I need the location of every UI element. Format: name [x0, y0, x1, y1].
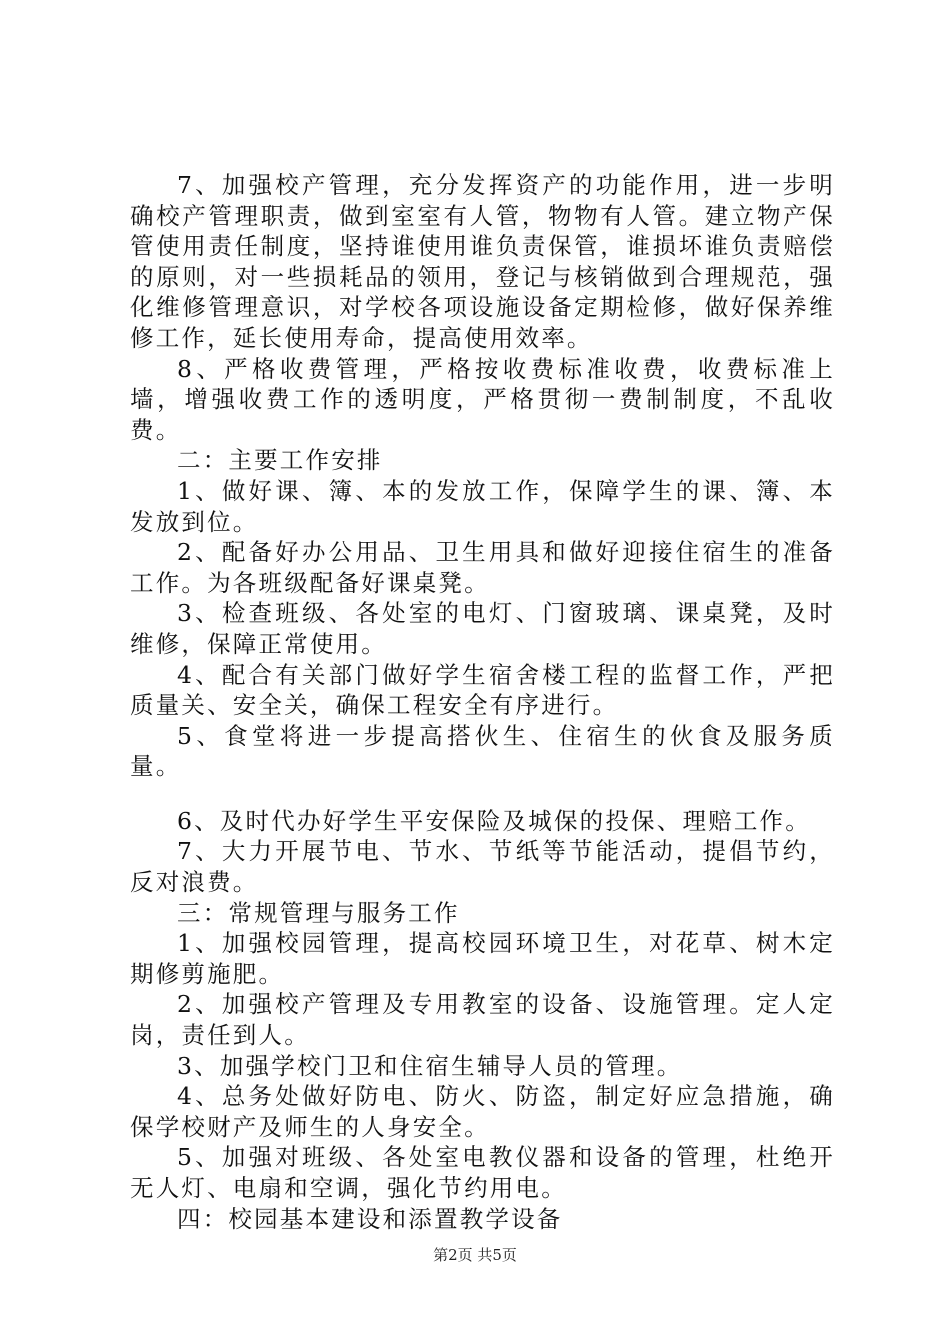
- document-body: [130, 170, 835, 1234]
- paragraph-main-work-6: 6、及时代办好学生平安保险及城保的投保、理赔工作。: [177, 806, 811, 835]
- paragraph-main-work-2: 2、配备好办公用品、卫生用具和做好迎接住宿生的准备工作。为各班级配备好课桌凳。: [130, 538, 835, 597]
- paragraph-main-work-1: 1、做好课、簿、本的发放工作，保障学生的课、簿、本发放到位。: [130, 476, 835, 536]
- paragraph-main-work-7: 7、大力开展节电、节水、节纸等节能活动，提倡节约，反对浪费。: [130, 837, 835, 897]
- paragraph-item-7-asset-management: 7、加强校产管理，充分发挥资产的功能作用，进一步明确校产管理职责，做到室室有人管，物物有人管。建立物产保管使用责任制度，坚持谁使用谁负责保管，谁损坏谁负责赔偿的原则，对一些损耗品的领用，登记与核销做到合理规范，强化维修管理意识，对学校各项设施设备定期检修，做好保养维修工作，延长使用寿命，提高使用效率。: [130, 171, 835, 352]
- section-heading-campus-construction: 四：校园基本建设和添置教学设备: [177, 1204, 563, 1233]
- paragraph-item-8-fee-management: 8、严格收费管理，严格按收费标准收费，收费标准上墙，增强收费工作的透明度，严格贯彻一费制制度，不乱收费。: [130, 354, 835, 444]
- paragraph-main-work-5: 5、食堂将进一步提高搭伙生、住宿生的伙食及服务质量。: [130, 721, 835, 781]
- page-number-footer: 第2页 共5页: [433, 1246, 517, 1264]
- section-heading-routine-management: 三：常规管理与服务工作: [177, 898, 460, 927]
- paragraph-routine-1: 1、加强校园管理，提高校园环境卫生，对花草、树木定期修剪施肥。: [130, 929, 835, 988]
- paragraph-routine-5: 5、加强对班级、各处室电教仪器和设备的管理，杜绝开无人灯、电扇和空调，强化节约用电。: [130, 1143, 835, 1202]
- paragraph-main-work-4: 4、配合有关部门做好学生宿舍楼工程的监督工作，严把质量关、安全关，确保工程安全有序进行。: [130, 660, 835, 720]
- paragraph-routine-4: 4、总务处做好防电、防火、防盗，制定好应急措施，确保学校财产及师生的人身安全。: [130, 1082, 835, 1141]
- paragraph-main-work-3: 3、检查班级、各处室的电灯、门窗玻璃、课桌凳，及时维修，保障正常使用。: [130, 599, 835, 658]
- section-heading-main-work: 二：主要工作安排: [177, 446, 383, 475]
- paragraph-routine-3: 3、加强学校门卫和住宿生辅导人员的管理。: [177, 1051, 683, 1080]
- paragraph-routine-2: 2、加强校产管理及专用教室的设备、设施管理。定人定岗，责任到人。: [130, 990, 835, 1050]
